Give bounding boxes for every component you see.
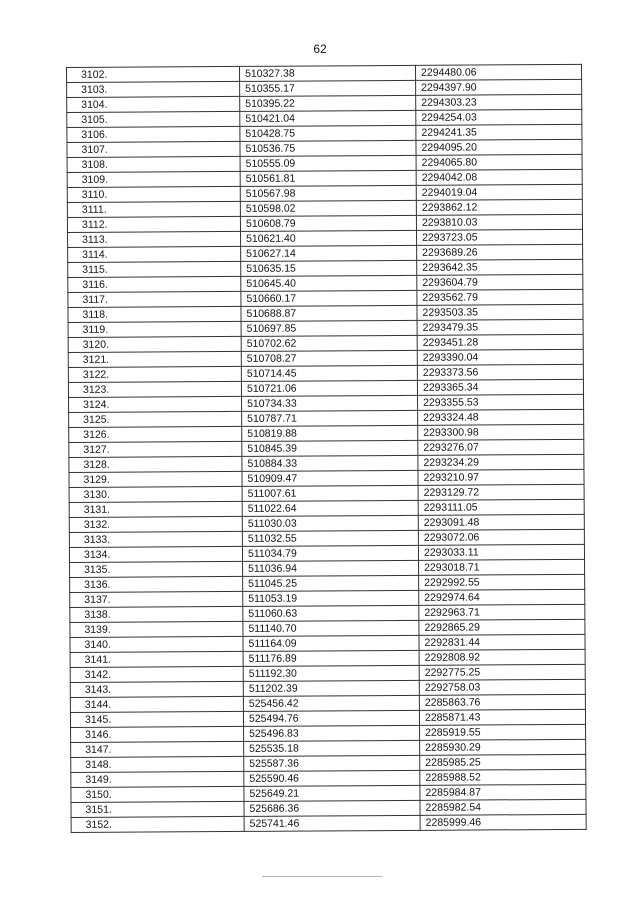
point-number-cell: 3133. [69,531,242,547]
easting-cell: 510721.06 [241,380,417,396]
northing-cell: 2292865.29 [419,619,585,635]
easting-cell: 510555.09 [240,155,416,171]
point-number-cell: 3111. [67,201,240,217]
northing-cell: 2293033.11 [418,544,584,560]
easting-cell: 510702.62 [241,335,417,351]
northing-cell: 2293862.12 [416,199,582,215]
northing-cell: 2294042.08 [416,169,582,185]
easting-cell: 510561.81 [240,170,416,186]
point-number-cell: 3137. [70,591,243,607]
northing-cell: 2293642.35 [417,259,583,275]
northing-cell: 2294095.20 [416,139,582,155]
northing-cell: 2294019.04 [416,184,582,200]
easting-cell: 510395.22 [240,95,416,111]
easting-cell: 511176.89 [243,650,419,666]
point-number-cell: 3109. [67,171,240,187]
easting-cell: 510608.79 [240,215,416,231]
point-number-cell: 3124. [69,396,242,412]
point-number-cell: 3152. [71,816,244,832]
northing-cell: 2292808.92 [419,649,585,665]
northing-cell: 2293373.56 [417,364,583,380]
point-number-cell: 3125. [69,411,242,427]
northing-cell: 2293479.35 [417,319,583,335]
point-number-cell: 3140. [70,636,243,652]
easting-cell: 510884.33 [242,455,418,471]
point-number-cell: 3134. [69,546,242,562]
point-number-cell: 3115. [68,261,241,277]
northing-cell: 2285984.87 [420,784,586,800]
northing-cell: 2292758.03 [419,679,585,695]
point-number-cell: 3120. [68,336,241,352]
point-number-cell: 3118. [68,306,241,322]
easting-cell: 510355.17 [240,80,416,96]
point-number-cell: 3119. [68,321,241,337]
northing-cell: 2293451.28 [417,334,583,350]
northing-cell: 2293276.07 [418,439,584,455]
northing-cell: 2293129.72 [418,484,584,500]
easting-cell: 511032.55 [242,530,418,546]
northing-cell: 2294241.35 [416,124,582,140]
easting-cell: 510708.27 [241,350,417,366]
point-number-cell: 3123. [68,381,241,397]
point-number-cell: 3113. [68,231,241,247]
point-number-cell: 3130. [69,486,242,502]
easting-cell: 510819.88 [242,425,418,441]
northing-cell: 2293355.53 [418,394,584,410]
northing-cell: 2285863.76 [419,694,585,710]
northing-cell: 2294303.23 [416,94,582,110]
point-number-cell: 3116. [68,276,241,292]
easting-cell: 510660.17 [241,290,417,306]
easting-cell: 511202.39 [243,680,419,696]
northing-cell: 2293018.71 [419,559,585,575]
easting-cell: 511045.25 [243,575,419,591]
easting-cell: 511030.03 [242,515,418,531]
bottom-rule [262,876,382,877]
point-number-cell: 3142. [70,666,243,682]
point-number-cell: 3146. [71,726,244,742]
point-number-cell: 3126. [69,426,242,442]
point-number-cell: 3139. [70,621,243,637]
easting-cell: 510621.40 [241,230,417,246]
coordinates-table-wrapper [66,64,583,833]
northing-cell: 2293723.05 [417,229,583,245]
point-number-cell: 3129. [69,471,242,487]
easting-cell: 510598.02 [240,200,416,216]
easting-cell: 525456.42 [243,695,419,711]
northing-cell: 2293562.79 [417,289,583,305]
northing-cell: 2293111.05 [418,499,584,515]
easting-cell: 510428.75 [240,125,416,141]
point-number-cell: 3132. [69,516,242,532]
easting-cell: 511034.79 [242,545,418,561]
point-number-cell: 3106. [67,126,240,142]
northing-cell: 2292831.44 [419,634,585,650]
northing-cell: 2285985.25 [420,754,586,770]
point-number-cell: 3145. [70,711,243,727]
northing-cell: 2293072.06 [418,529,584,545]
point-number-cell: 3144. [70,696,243,712]
northing-cell: 2293604.79 [417,274,583,290]
northing-cell: 2294397.90 [416,79,582,95]
point-number-cell: 3151. [71,801,244,817]
point-number-cell: 3149. [71,771,244,787]
easting-cell: 525741.46 [244,815,420,831]
easting-cell: 525686.36 [244,800,420,816]
point-number-cell: 3121. [68,351,241,367]
northing-cell: 2293324.48 [418,409,584,425]
northing-cell: 2293390.04 [417,349,583,365]
easting-cell: 511140.70 [243,620,419,636]
easting-cell: 510909.47 [242,470,418,486]
northing-cell: 2293300.98 [418,424,584,440]
northing-cell: 2293365.34 [417,379,583,395]
point-number-cell: 3107. [67,141,240,157]
point-number-cell: 3108. [67,156,240,172]
northing-cell: 2294065.80 [416,154,582,170]
northing-cell: 2292974.64 [419,589,585,605]
point-number-cell: 3112. [67,216,240,232]
northing-cell: 2293810.03 [416,214,582,230]
point-number-cell: 3138. [70,606,243,622]
point-number-cell: 3105. [67,111,240,127]
point-number-cell: 3110. [67,186,240,202]
easting-cell: 510627.14 [241,245,417,261]
northing-cell: 2293503.35 [417,304,583,320]
northing-cell: 2292963.71 [419,604,585,620]
point-number-cell: 3131. [69,501,242,517]
easting-cell: 525590.46 [244,770,420,786]
point-number-cell: 3127. [69,441,242,457]
northing-cell: 2285982.54 [420,799,586,815]
northing-cell: 2285999.46 [420,814,586,830]
easting-cell: 511007.61 [242,485,418,501]
easting-cell: 511022.64 [242,500,418,516]
northing-cell: 2293689.26 [417,244,583,260]
easting-cell: 511060.63 [243,605,419,621]
easting-cell: 525494.76 [243,710,419,726]
point-number-cell: 3135. [70,561,243,577]
easting-cell: 525496.83 [244,725,420,741]
easting-cell: 525535.18 [244,740,420,756]
easting-cell: 510645.40 [241,275,417,291]
northing-cell: 2294480.06 [415,64,581,80]
northing-cell: 2292775.25 [419,664,585,680]
easting-cell: 511053.19 [243,590,419,606]
northing-cell: 2294254.03 [416,109,582,125]
easting-cell: 510845.39 [242,440,418,456]
easting-cell: 510697.85 [241,320,417,336]
easting-cell: 510421.04 [240,110,416,126]
point-number-cell: 3136. [70,576,243,592]
coordinates-table-body [67,64,587,832]
northing-cell: 2292992.55 [419,574,585,590]
easting-cell: 510327.38 [239,65,415,81]
point-number-cell: 3141. [70,651,243,667]
easting-cell: 510787.71 [242,410,418,426]
easting-cell: 510567.98 [240,185,416,201]
point-number-cell: 3114. [68,246,241,262]
easting-cell: 511164.09 [243,635,419,651]
easting-cell: 511192.30 [243,665,419,681]
point-number-cell: 3148. [71,756,244,772]
point-number-cell: 3150. [71,786,244,802]
point-number-cell: 3143. [70,681,243,697]
easting-cell: 510688.87 [241,305,417,321]
northing-cell: 2293234.29 [418,454,584,470]
easting-cell: 525649.21 [244,785,420,801]
page-number: 62 [313,42,327,56]
easting-cell: 510734.33 [242,395,418,411]
easting-cell: 510635.15 [241,260,417,276]
point-number-cell: 3117. [68,291,241,307]
easting-cell: 510714.45 [241,365,417,381]
northing-cell: 2285871.43 [419,709,585,725]
point-number-cell: 3103. [67,81,240,97]
point-number-cell: 3128. [69,456,242,472]
point-number-cell: 3104. [67,96,240,112]
northing-cell: 2293210.97 [418,469,584,485]
point-number-cell: 3102. [67,66,240,82]
point-number-cell: 3122. [68,366,241,382]
coordinates-table [66,64,587,833]
easting-cell: 510536.75 [240,140,416,156]
easting-cell: 525587.36 [244,755,420,771]
easting-cell: 511036.94 [243,560,419,576]
northing-cell: 2293091.48 [418,514,584,530]
point-number-cell: 3147. [71,741,244,757]
northing-cell: 2285988.52 [420,769,586,785]
table-row [71,814,586,832]
northing-cell: 2285919.55 [420,724,586,740]
northing-cell: 2285930.29 [420,739,586,755]
